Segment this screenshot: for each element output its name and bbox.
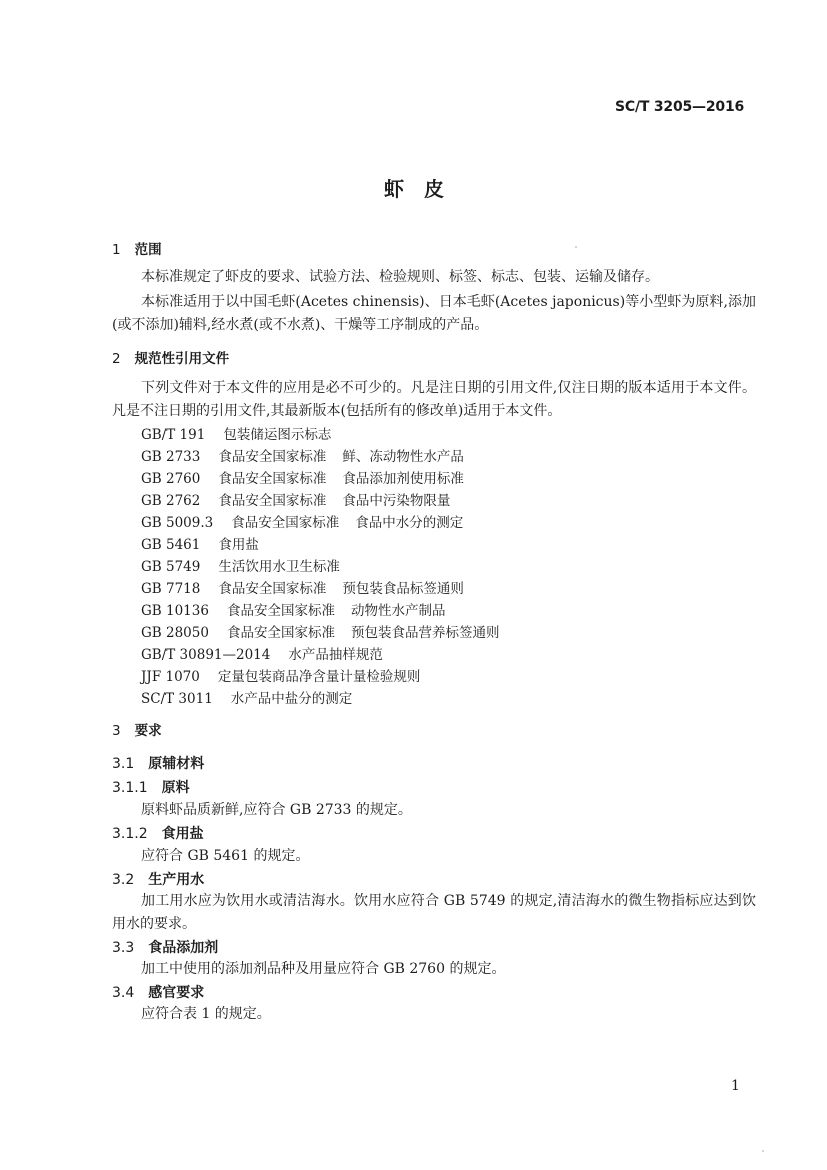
section-number: 3 [112,723,121,739]
paragraph: 应符合表 1 的规定。 [141,1006,271,1022]
paragraph: 本标准规定了虾皮的要求、试验方法、检验规则、标签、标志、包装、运输及储存。 [141,269,659,285]
subsection-heading-3-1-1 [112,777,190,797]
subsection-heading-3-1-2 [112,823,204,843]
subsection-number: 3.1.1 [112,780,148,796]
subsection-title: 食品添加剂 [148,940,219,956]
subsection-number: 3.3 [112,940,135,956]
reference-item: JJF 1070 定量包装商品净含量计量检验规则 [141,669,421,685]
reference-item: GB/T 191 包装储运图示标志 [141,427,332,443]
subsection-title: 原辅材料 [148,756,205,772]
subsection-heading-3-3 [112,937,218,957]
section-title: 范围 [134,242,162,258]
subsection-title: 原料 [161,780,190,796]
reference-item: GB 7718 食品安全国家标准 预包装食品标签通则 [141,581,464,597]
reference-item: GB/T 30891—2014 水产品抽样规范 [141,647,383,663]
section-title: 要求 [134,723,162,739]
page-title: 虾皮 [384,177,464,201]
reference-item: GB 5461 食用盐 [141,537,259,553]
reference-item: GB 2733 食品安全国家标准 鲜、冻动物性水产品 [141,449,464,465]
section-heading-1 [112,238,162,258]
paragraph: 应符合 GB 5461 的规定。 [141,848,310,864]
section-heading-2 [112,347,229,367]
section-number: 2 [112,351,121,367]
reference-item: GB 5749 生活饮用水卫生标准 [141,559,340,575]
paragraph: 加工中使用的添加剂品种及用量应符合 GB 2760 的规定。 [141,961,506,977]
subsection-heading-3-1 [112,753,204,773]
reference-item: GB 10136 食品安全国家标准 动物性水产制品 [141,603,446,619]
subsection-title: 生产用水 [148,872,205,888]
reference-item: GB 5009.3 食品安全国家标准 食品中水分的测定 [141,515,464,531]
document-id: SC/T 3205—2016 [615,99,745,115]
reference-item: SC/T 3011 水产品中盐分的测定 [141,691,353,707]
section-title: 规范性引用文件 [134,351,230,367]
paragraph: 加工用水应为饮用水或清洁海水。饮用水应符合 GB 5749 的规定,清洁海水的微生物指标应达到饮用水的要求。 [112,893,756,932]
paragraph: 本标准适用于以中国毛虾(Acetes chinensis)、日本毛虾(Acetes japonicus)等小型虾为原料,添加(或不添加)辅料,经水煮(或不水煮)、干燥等工序制成的产品。 [112,294,756,333]
subsection-number: 3.4 [112,985,135,1001]
reference-item: GB 2762 食品安全国家标准 食品中污染物限量 [141,493,451,509]
scan-speck [575,246,577,248]
subsection-title: 食用盐 [161,826,204,842]
subsection-number: 3.2 [112,872,135,888]
section-number: 1 [112,242,121,258]
section-heading-3 [112,719,162,739]
scan-speck [762,1150,764,1152]
page-number: 1 [731,1078,740,1094]
paragraph: 原料虾品质新鲜,应符合 GB 2733 的规定。 [141,802,412,818]
paragraph: 下列文件对于本文件的应用是必不可少的。凡是注日期的引用文件,仅注日期的版本适用于本文件。凡是不注日期的引用文件,其最新版本(包括所有的修改单)适用于本文件。 [112,380,756,419]
subsection-title: 感官要求 [148,985,205,1001]
subsection-number: 3.1.2 [112,826,148,842]
reference-item: GB 28050 食品安全国家标准 预包装食品营养标签通则 [141,625,500,641]
subsection-heading-3-4 [112,982,204,1002]
subsection-heading-3-2 [112,869,204,889]
reference-item: GB 2760 食品安全国家标准 食品添加剂使用标准 [141,471,464,487]
subsection-number: 3.1 [112,756,135,772]
